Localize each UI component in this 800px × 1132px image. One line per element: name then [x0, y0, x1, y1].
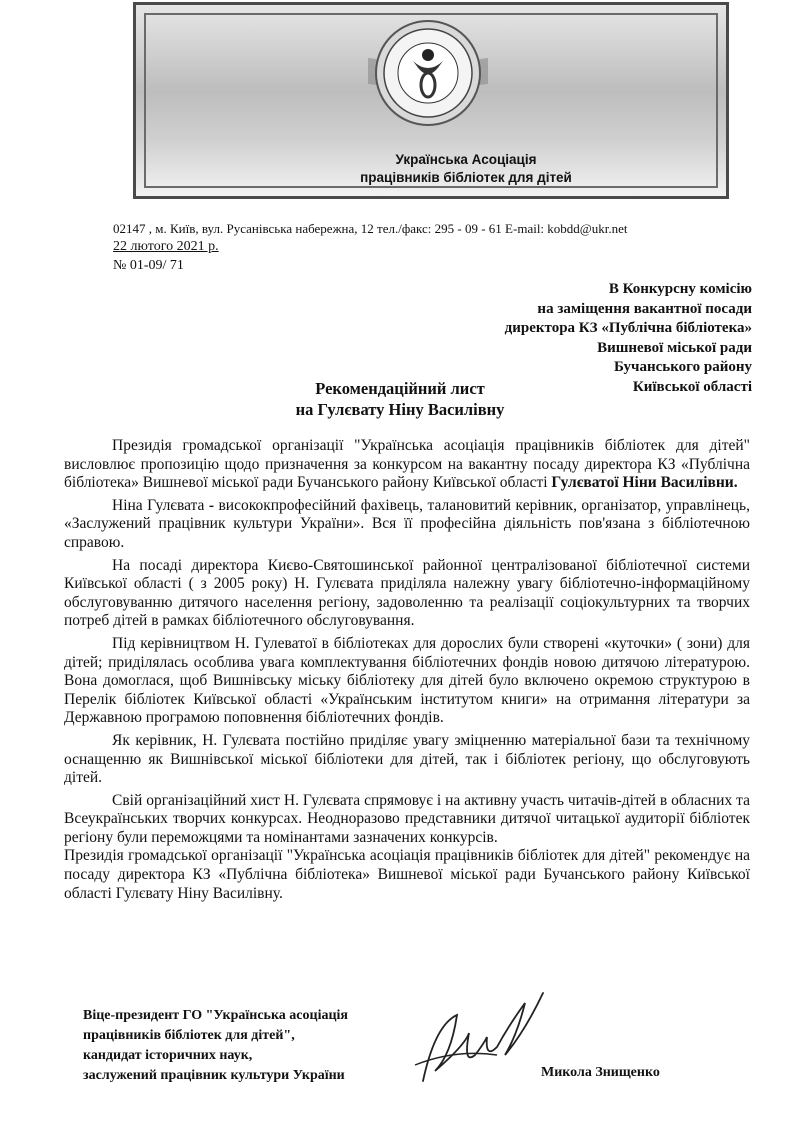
- paragraph-text: На посаді директора Києво-Святошинської районної централізованої бібліотечної системи Київської області ( з 2005 року) Н. Гулєвата приділяла належну увагу бібліотечно-інформаційному обслуговуванню дитячого населення регіону, задоволенню та реалізації соціокультурних та творчих потреб дітей в рамках бібліотечного обслуговування.: [64, 556, 750, 630]
- paragraph-text: Свій організаційний хист Н. Гулєвата спрямовує і на активну участь читачів-дітей в обласних та Всеукраїнських творчих конкурсах. Неодноразово представники дитячої читацької аудиторії бібліотек регіону були переможцями та номінантами зазначених конкурсів.: [64, 791, 750, 846]
- association-name-line1: Українська Асоціація: [395, 152, 537, 167]
- association-name-line2: працівників бібліотек для дітей: [360, 170, 572, 185]
- association-name: [136, 151, 726, 187]
- signatory-line: Віце-президент ГО "Українська асоціація: [83, 1008, 348, 1023]
- signatory-line: заслужений працівник культури України: [83, 1068, 345, 1083]
- letterhead: [133, 2, 729, 199]
- letter-title: [0, 378, 800, 420]
- addressee-line: В Конкурсну комісію: [608, 281, 752, 297]
- body-paragraph: [64, 557, 750, 631]
- paragraph-text: Ніна Гулєвата: [112, 496, 209, 514]
- body-paragraph: [64, 847, 750, 903]
- letter-title-line1: Рекомендаційний лист: [315, 379, 485, 398]
- letter-body: [64, 437, 750, 903]
- addressee-line: на заміщення вакантної посади: [537, 300, 752, 317]
- addressee-line: Київської області: [632, 378, 752, 395]
- paragraph-text: висококпрофесійний фахівець, талановитий керівник, організатор, управлінець, «Заслужений працівник культури України». Вся її професійна діяльність пов'язана з бібліотечною справою.: [64, 496, 750, 551]
- signatory-block: [83, 1006, 348, 1086]
- signatory-name: Микола Знищенко: [541, 1065, 660, 1080]
- body-paragraph: [64, 497, 750, 553]
- registration-number: № 01-09/ 71: [113, 258, 184, 273]
- paragraph-text: Президія громадської організації "Українська асоціація працівників бібліотек для дітей" висловлює пропозицію щодо призначення за конкурсом на вакантну посаду директора КЗ «Публічна бібліотека» Вишневої міської ради Бучанського району Київської області: [64, 437, 750, 492]
- contact-address: 02147 , м. Київ, вул. Русанівська набережна, 12 тел./факс: 295 - 09 - 61 E-mail: kobdd@ukr.net: [113, 221, 628, 236]
- paragraph-text: Президія громадської організації "Українська асоціація працівників бібліотек для дітей" рекомендує на посаду директора КЗ «Публічна бібліотека» Вишневої міської ради Бучанського району Київської області Гулєвату Ніну Василівну.: [64, 847, 750, 902]
- association-logo-icon: [368, 13, 488, 133]
- letter-title-line2: на Гулєвату Ніну Василівну: [295, 400, 505, 419]
- body-paragraph: [64, 792, 750, 848]
- signatory-line: кандидат історичних наук,: [83, 1048, 253, 1063]
- paragraph-text: Під керівництвом Н. Гулеватої в бібліотеках для дорослих були створені «куточки» ( зони) для дітей; приділялась особлива увага комплектування бібліотечних фондів новою дитячою літературою. Вона домоглася, щоб Вишнівську міську бібліотеку для дітей було включено окремою структурою в Перелік бібліотек Київської області «Українським інститутом книги» на отримання літератури за Державною програмою поповнення бібліотечних фондів.: [64, 634, 750, 727]
- paragraph-text: Як керівник, Н. Гулєвата постійно приділяє увагу зміцненню матеріальної бази та технічному оснащенню як Вишнівської міської бібліотеки для дітей, так і бібліотек регіону, що обслуговують дітей.: [64, 731, 750, 787]
- body-paragraph: [64, 437, 750, 493]
- letter-date: 22 лютого 2021 р.: [113, 239, 219, 254]
- paragraph-emphasis: -: [208, 496, 215, 514]
- signatory-line: працівників бібліотек для дітей",: [83, 1028, 295, 1043]
- addressee-line: Вишневої міської ради: [597, 339, 752, 356]
- addressee-line: Бучанського району: [614, 359, 752, 375]
- handwritten-signature-icon: [405, 985, 555, 1095]
- paragraph-emphasis: Гулєватої Ніни Василівни.: [551, 474, 738, 492]
- body-paragraph: [64, 635, 750, 728]
- addressee-line: директора КЗ «Публічна бібліотека»: [504, 320, 752, 336]
- body-paragraph: [64, 732, 750, 788]
